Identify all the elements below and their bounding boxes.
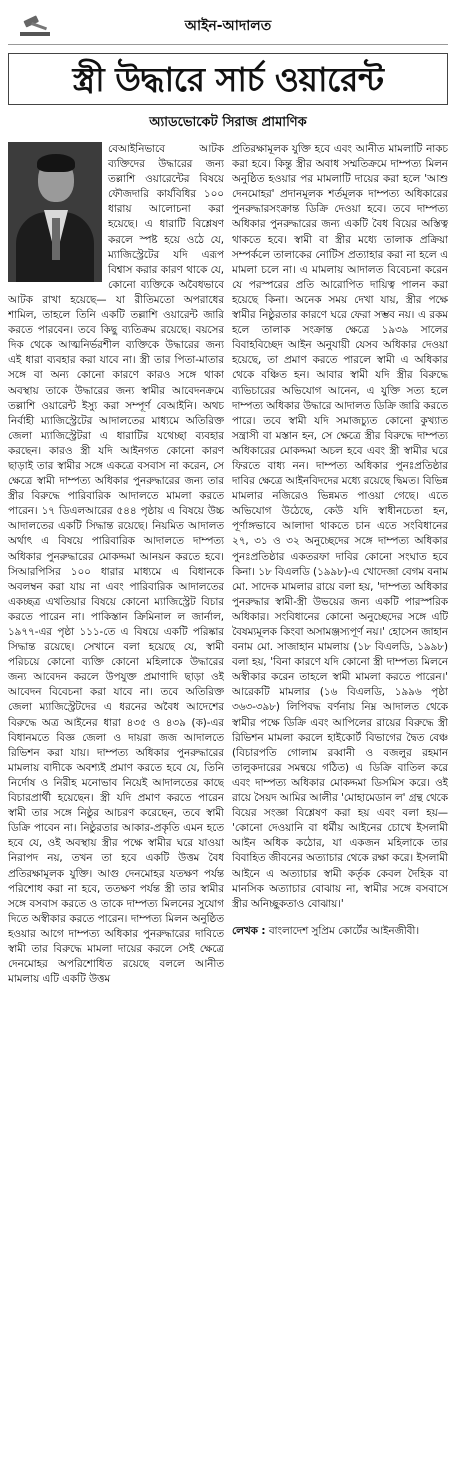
article-body: [8, 142, 448, 1462]
article-column-1: [8, 142, 224, 1462]
byline: অ্যাডভোকেট সিরাজ প্রামাণিক: [149, 115, 307, 130]
column-2-text: প্রতিরক্ষামূলক যুক্তি হবে এবং আনীত মামলাটি নাকচ করা হবে। কিন্তু স্ত্রীর অবাধ সম্মতিক্রমে দাম্পত্য মিলন অনুষ্ঠিত হওয়ার পর মামলাটি দায়ের করা হলে 'আশু দেনমোহর' প্রদানমূলক শর্তমূলক দাম্পত্য অধিকারের পুনরুদ্ধারসংক্রান্ত ডিক্রি দেওয়া হবে। তবে দাম্পত্য অধিকার পুনরুদ্ধারের জন্য একটি বৈধ বিয়ের অস্তিত্ব থাকতে হবে। স্বামী বা স্ত্রীর মধ্যে তালাক প্রক্রিয়া সম্পর্কলে তালাকের নোটিস প্রত্যাহার করা না হলে এ মামলা চলে না। এ মামলায় আদালত বিবেচনা করেন যে পরস্পরের প্রতি আরোপিত দায়িত্ব পালন করা হয়েছে কিনা। অনেক সময় দেখা যায়, স্ত্রীর পক্ষে স্বামীর নিষ্ঠুরতার কারণে ঘরে ফেরা সম্ভব নয়। এ রকম হলে তালাক সংক্রান্ত ক্ষেত্রে ১৯৩৯ সালের বিবাহবিচ্ছেদ আইন অনুযায়ী যেসব অধিকার দেওয়া হয়েছে, তা প্রমাণ করতে পারলে স্বামী এ অধিকার থেকে বঞ্চিত হন। আবার স্বামী যদি স্ত্রীর বিরুদ্ধে ব্যভিচারের অভিযোগ আনেন, এ যুক্তি সত্য হলে দাম্পত্য অধিকার উদ্ধারে আদালত ডিক্রি জারি করতে পারে। তবে স্বামী যদি সমাজচ্যুত কোনো কুখ্যাত সন্ত্রাসী বা মস্তান হন, সে ক্ষেত্রে স্ত্রীর বিরুদ্ধে দাম্পত্য অধিকারের মোকদ্দমা অচল হবে এবং স্ত্রী স্বামীর ঘরে ফিরতে বাধ্য নন। দাম্পত্য অধিকার পুনঃপ্রতিষ্ঠার দাবির ক্ষেত্রে আইনবিদদের মধ্যে রয়েছে দ্বিমত। বিভিন্ন মামলার নজিরেও ভিন্নমত পাওয়া গেছে। এতে অভিযোগ উঠেছে, কেউ যদি স্বাধীনচেতা হন, পূর্ণাঙ্গভাবে আলাদা থাকতে চান এতে সংবিধানের ২৭, ৩১ ও ৩২ অনুচ্ছেদের সঙ্গে দাম্পত্য অধিকার পুনঃপ্রতিষ্ঠার একতরফা দাবির কোনো সংঘাত হবে কিনা। ১৮ বিএলডি (১৯৯৮)-এ খোদেজা বেগম বনাম মো. সাদেক মামলার রায়ে বলা হয়, 'দাম্পত্য অধিকার পুনরুদ্ধার স্বামী-স্ত্রী উভয়ের জন্য একটি পারস্পরিক অধিকার। সংবিধানের কোনো অনুচ্ছেদের সঙ্গে এটি বৈষম্যমূলক কিংবা অসামঞ্জস্যপূর্ণ নয়।' হোসেন জাহান বনাম মো. সাজাহান মামলায় (১৮ বিএলডি, ১৯৯৮) বলা হয়, 'বিনা কারণে যদি কোনো স্ত্রী দাম্পত্য মিলনে অস্বীকার করেন তাহলে স্বামী মামলা করতে পারেন।' আরেকটি মামলার (১৬ বিএলডি, ১৯৯৬ পৃষ্ঠা ৩৬৩-৩৯৮) লিপিবদ্ধ বর্ণনায় নিম্ন আদালত থেকে স্বামীর পক্ষে ডিক্রি এবং আপিলের রায়ের বিরুদ্ধে স্ত্রী রিভিশন মামলা করলে হাইকোর্ট বিভাগের দ্বৈত বেঞ্চ (বিচারপতি গোলাম রব্বানী ও বজলুর রহমান তালুকদারের সমন্বয়ে গঠিত) এ ডিক্রি বাতিল করে এবং দাম্পত্য অধিকার মোকদ্দমা ডিসমিস করে। ওই রায়ে সৈয়দ আমির আলীর 'মোহামেডান ল' গ্রন্থ থেকে বিয়ের সংজ্ঞা বিশ্লেষণ করা হয় এবং বলা হয়— 'কোনো দেওয়ানি বা ধর্মীয় আইনের চোখে ইসলামী আইন অধিক কঠোর, যা একজন মহিলাকে তার বিবাহিত জীবনের অত্যাচার থেকে রক্ষা করে। ইসলামী আইনে এ অত্যাচার স্বামী কর্তৃক কেবল দৈহিক বা মানসিক অত্যাচার বোঝায় না, স্বামীর সঙ্গে বসবাসে স্ত্রীর অনিচ্ছুকতাও বোঝায়।': [232, 143, 448, 910]
headline: স্ত্রী উদ্ধারে সার্চ ওয়ারেন্ট: [72, 60, 384, 99]
section-title: আইন-আদালত: [184, 18, 272, 34]
article-column-2: [232, 142, 448, 1462]
author-note-text: বাংলাদেশ সুপ্রিম কোর্টের আইনজীবী।: [268, 924, 420, 937]
author-note: [232, 924, 448, 939]
column-1-text: বেআইনিভাবে আটক ব্যক্তিদের উদ্ধারের জন্য তল্লাশি ওয়ারেন্টের বিষয়ে ফৌজদারি কার্যবিধির ১০০ ধারায় আলোচনা করা হয়েছে। এ ধারাটি বিশ্লেষণ করলে স্পষ্ট হয়ে ওঠে যে, ম্যাজিস্ট্রেটের যদি এরূপ বিশ্বাস করার কারণ থাকে যে, কোনো ব্যক্তিকে অবৈধভাবে আটক রাখা হয়েছে— যা রীতিমতো অপরাধের শামিল, তাহলে তিনি একটি তল্লাশি ওয়ারেন্ট জারি করতে পারবেন। তবে কিছু ব্যতিক্রম রয়েছে। বয়সের দিক থেকে আত্মনির্ভরশীল ব্যক্তিকে উদ্ধারের জন্য এই ধারা ব্যবহার করা যাবে না। স্ত্রী তার পিতা-মাতার সঙ্গে বা অন্য কোনো কারণে কারও সঙ্গে থাকা অবস্থায় তাকে উদ্ধারের জন্য স্বামীর আবেদনক্রমে তল্লাশি ওয়ারেন্ট ইস্যু করা সম্পূর্ণ বেআইনি। অথচ নির্বাহী ম্যাজিস্ট্রেটের আদালতের মাধ্যমে অতিরিক্ত জেলা ম্যাজিস্ট্রেটরা এ ধারাটির যথেচ্ছা ব্যবহার করছেন। কারও স্ত্রী যদি আইনগত কোনো কারণ ছাড়াই তার স্বামীর সঙ্গে একত্রে বসবাস না করেন, সে ক্ষেত্রে স্বামী দাম্পত্য অধিকার পুনরুদ্ধারের জন্য তার স্ত্রীর বিরুদ্ধে পারিবারিক আদালতে মামলা করতে পারেন। ১৭ ডিএলআরের ৫৪৪ পৃষ্ঠায় এ বিষয়ে উচ্চ আদালতের একটি সিদ্ধান্ত রয়েছে। নিয়মিত আদালত অর্থাৎ এ বিষয়ে পারিবারিক আদালতে দাম্পত্য অধিকার পুনরুদ্ধারের মোকদ্দমা আনয়ন করতে হবে। সিআরপিসির ১০০ ধারার মাধ্যমে এ বিধানকে অবলম্বন করা যায় না এবং পারিবারিক আদালতের একচ্ছত্র এখতিয়ার বিষয়ে কোনো ম্যাজিস্ট্রেট বিচার করতে পারেন না। পাকিস্তান ক্রিমিনাল ল জার্নাল, ১৯৭৭-এর পৃষ্ঠা ১১১-তে এ বিষয়ে একটি পরিষ্কার সিদ্ধান্ত রয়েছে। সেখানে বলা হয়েছে যে, স্বামী পরিচয়ে কোনো ব্যক্তি কোনো মহিলাকে উদ্ধারের জন্য আবেদন করলে উপযুক্ত প্রমাণাদি ছাড়া ওই আবেদন বিবেচনা করা যাবে না। তবে অতিরিক্ত জেলা ম্যাজিস্ট্রেটদের এ ধরনের অবৈধ আদেশের বিরুদ্ধে অত্র আইনের ধারা ৪৩৫ ও ৪৩৯ (ক)-এর বিধানমতে বিজ্ঞ জেলা ও দায়রা জজ আদালতে রিভিশন করা যায়। দাম্পত্য অধিকার পুনরুদ্ধারের মামলায় বাদীকে অবশ্যই প্রমাণ করতে হবে যে, তিনি নির্দোষ ও নিরীহ মনোভাব নিয়েই আদালতের কাছে বিচারপ্রার্থী হয়েছেন। স্ত্রী যদি প্রমাণ করতে পারেন স্বামী তার সঙ্গে নিষ্ঠুর আচরণ করেছেন, তবে স্বামী ডিক্রি পাবেন না। নিষ্ঠুরতার আকার-প্রকৃতি এমন হতে হবে যে, ওই অবস্থায় স্ত্রীর পক্ষে স্বামীর ঘরে যাওয়া নিরাপদ নয়, তখন তা হবে একটি উত্তম বৈধ প্রতিরক্ষামূলক যুক্তি। আগু দেনমোহর যতক্ষণ পর্যন্ত পরিশোধ করা না হবে, ততক্ষণ পর্যন্ত স্ত্রী তার স্বামীর সঙ্গে বসবাস করতে ও তাকে দাম্পত্য মিলনের সুযোগ দিতে অস্বীকার করতে পারেন। দাম্পত্য মিলন অনুষ্ঠিত হওয়ার আগে দাম্পত্য অধিকার পুনরুদ্ধারের দাবিতে স্বামী তার বিরুদ্ধে মামলা দায়ের করলে সেই ক্ষেত্রে দেনমোহর অপরিশোধিত রয়েছে বললে আনীত মামলায় এটি একটি উত্তম: [8, 143, 224, 986]
headline-box: [8, 53, 448, 105]
author-label: লেখক :: [232, 924, 266, 937]
author-photo: [8, 142, 102, 282]
section-header: [8, 4, 448, 45]
